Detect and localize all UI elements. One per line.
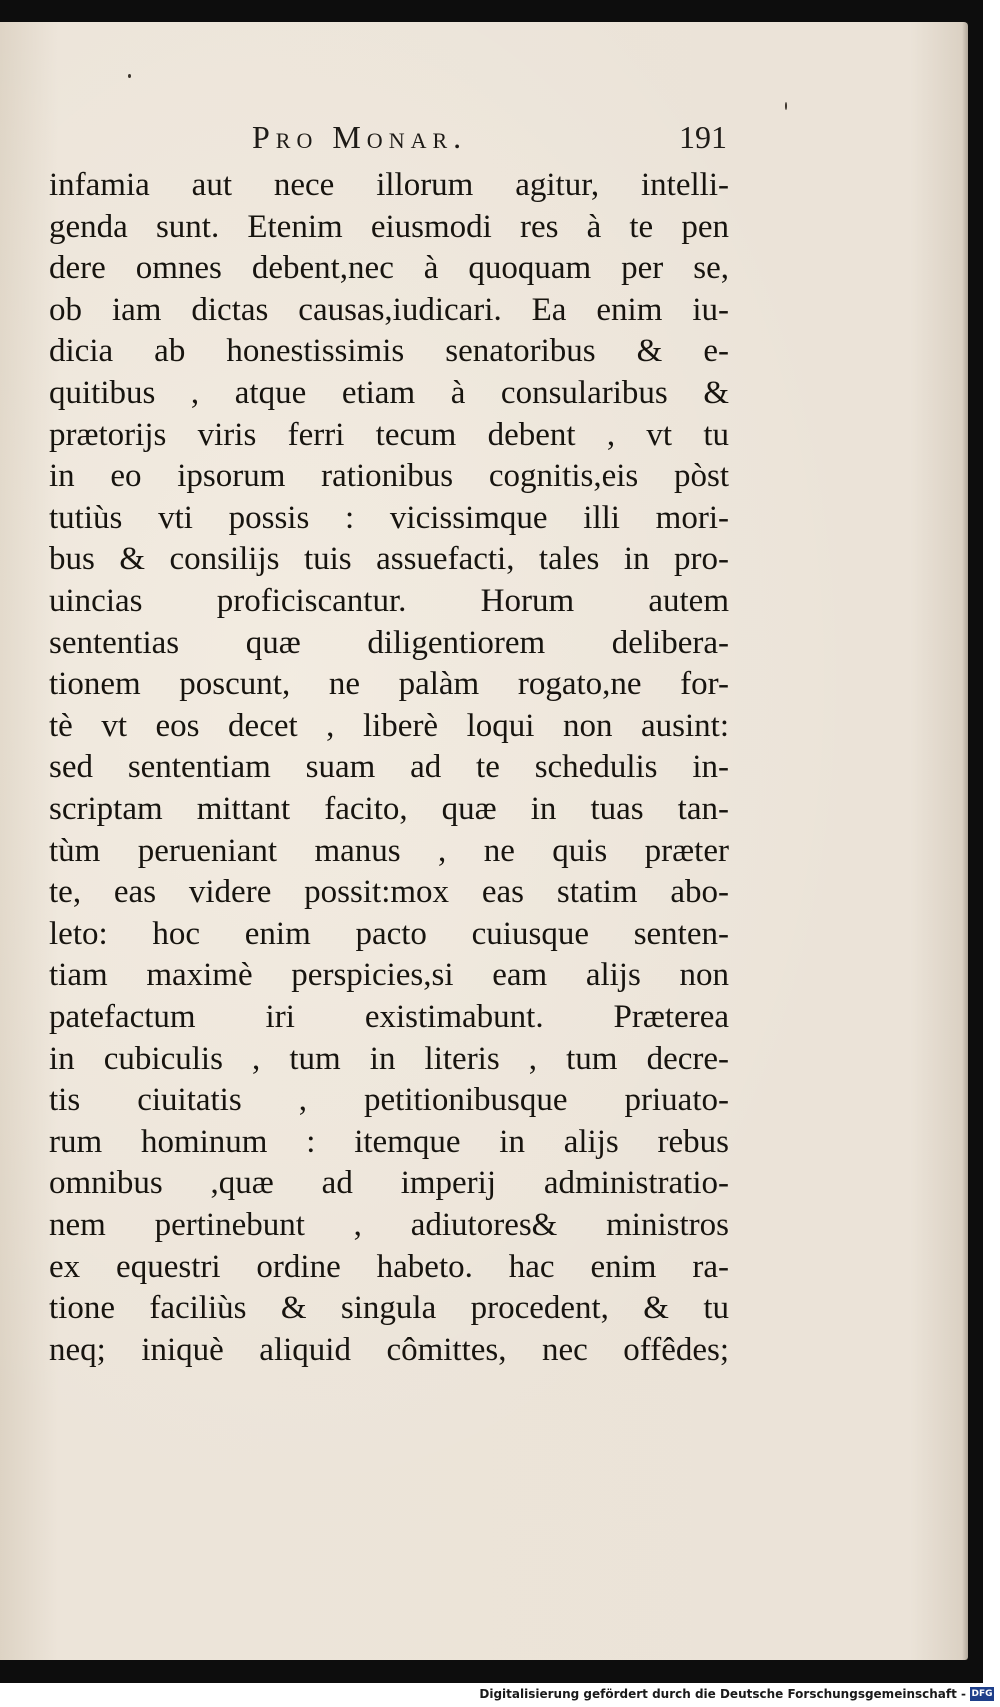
text-line: in cubiculis , tum in literis , tum decre- (49, 1040, 729, 1077)
text-line: tione faciliùs & singula procedent, & tu (49, 1290, 729, 1327)
text-line: ob iam dictas causas,iudicari. Ea enim iu- (49, 291, 729, 328)
text-line: leto: hoc enim pacto cuiusque senten- (49, 915, 729, 952)
text-line: bus & consilijs tuis assuefacti, tales in pro- (49, 541, 729, 578)
dfg-logo: DFG (971, 1689, 993, 1699)
text-line: neq; iniquè aliquid cômittes, nec offêdes; (49, 1331, 729, 1368)
text-line: sententias quæ diligentiorem delibera- (49, 624, 729, 661)
text-line: tè vt eos decet , liberè loqui non ausint: (49, 707, 729, 744)
text-line: nem pertinebunt , adiutores& ministros (49, 1207, 729, 1243)
text-line: quitibus , atque etiam à consularibus & (49, 375, 729, 411)
text-line: tùm perueniant manus , ne quis præter (49, 832, 729, 869)
text-line: sed sententiam suam ad te schedulis in- (49, 749, 729, 786)
text-line: tiam maximè perspicies,si eam alijs non (49, 957, 729, 994)
text-line: ex equestri ordine habeto. hac enim ra- (49, 1248, 729, 1285)
book-page (0, 22, 968, 1660)
funding-credit: Digitalisierung gefördert durch die Deutsche Forschungsgemeinschaft - (479, 1687, 966, 1701)
ink-speck (785, 102, 787, 110)
text-line: dere omnes debent,nec à quoquam per se, (49, 250, 729, 287)
running-head: Pro Monar. (252, 119, 468, 155)
text-line: uincias proficiscantur. Horum autem (49, 583, 729, 619)
text-line: infamia aut nece illorum agitur, intelli- (49, 167, 729, 203)
text-line: genda sunt. Etenim eiusmodi res à te pen (49, 208, 729, 245)
text-line: tis ciuitatis , petitionibusque priuato- (49, 1082, 729, 1119)
text-line: tionem poscunt, ne palàm rogato,ne for- (49, 666, 729, 703)
text-line: prætorijs viris ferri tecum debent , vt tu (49, 416, 729, 453)
page-edge-shadow (962, 22, 968, 1660)
page-number: 191 (679, 119, 727, 155)
text-line: te, eas videre possit:mox eas statim abo- (49, 874, 729, 911)
ink-speck (128, 74, 131, 78)
text-line: patefactum iri existimabunt. Præterea (49, 999, 729, 1035)
text-line: omnibus ,quæ ad imperij administratio- (49, 1165, 729, 1202)
text-line: scriptam mittant facito, quæ in tuas tan- (49, 791, 729, 827)
text-line: tutiùs vti possis : vicissimque illi mori- (49, 499, 729, 536)
text-line: rum hominum : itemque in alijs rebus (49, 1123, 729, 1160)
text-line: dicia ab honestissimis senatoribus & e- (49, 333, 729, 370)
text-line: in eo ipsorum rationibus cognitis,eis pòst (49, 458, 729, 495)
footer-bar (0, 1683, 1000, 1707)
